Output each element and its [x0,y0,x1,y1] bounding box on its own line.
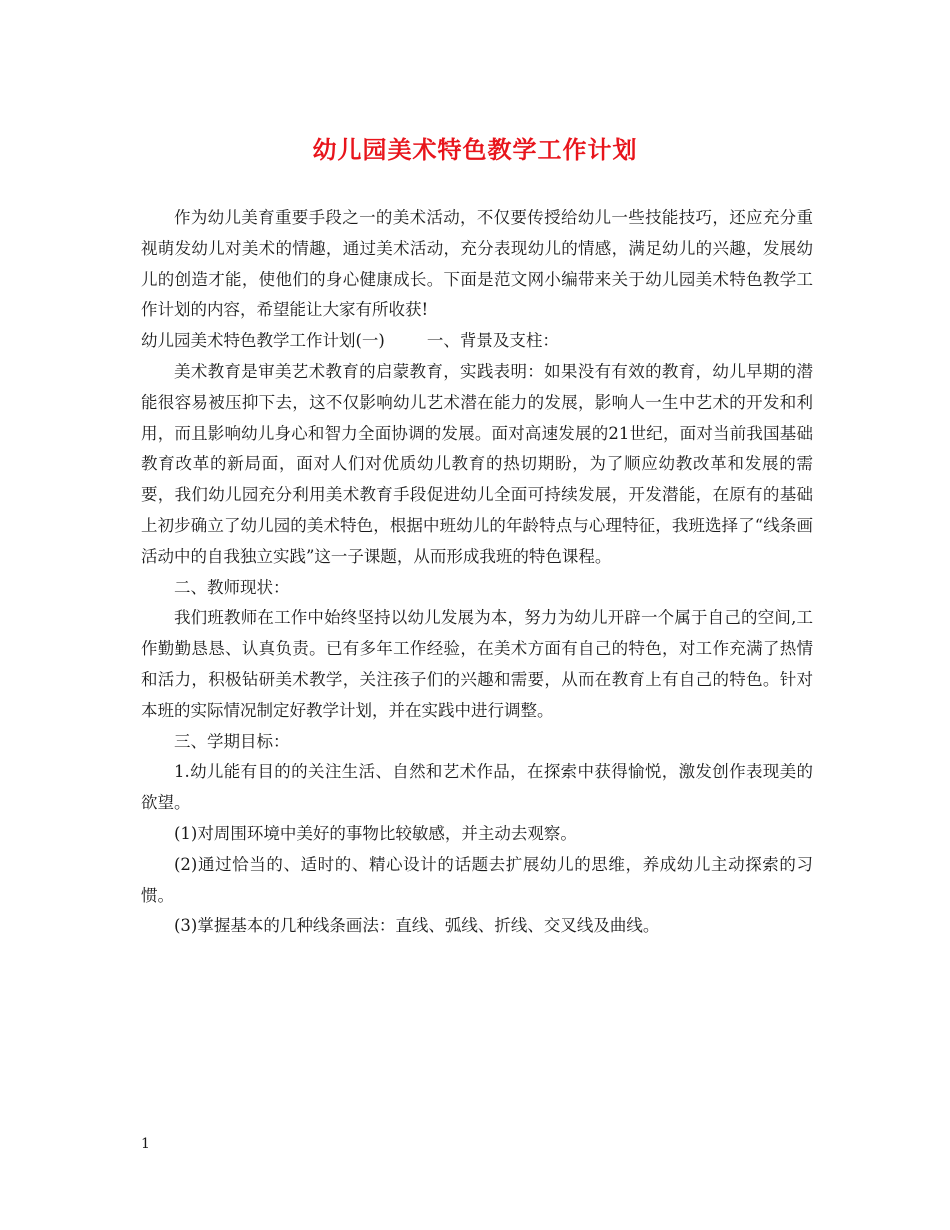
document-body [141,203,813,942]
document-title: 幼儿园美术特色教学工作计划 [312,135,638,164]
teacher-status-paragraph: 我们班教师在工作中始终坚持以幼儿发展为本，努力为幼儿开辟一个属于自己的空间,工作勤勤恳恳、认真负责。已有多年工作经验，在美术方面有自己的特色，对工作充满了热情和活力，积极钻研美术教学，关注孩子们的兴趣和需要，从而在教育上有自己的特色。针对本班的实际情况制定好教学计划，并在实践中进行调整。 [141,608,813,720]
goal-item-1: 1.幼儿能有目的的关注生活、自然和艺术作品，在探索中获得愉悦，激发创作表现美的欲望。 [141,762,813,813]
intro-paragraph: 作为幼儿美育重要手段之一的美术活动，不仅要传授给幼儿一些技能技巧，还应充分重视萌发幼儿对美术的情趣，通过美术活动，充分表现幼儿的情感，满足幼儿的兴趣，发展幼儿的创造才能，使他们的身心健康成长。下面是范文网小编带来关于幼儿园美术特色教学工作计划的内容，希望能让大家有所收获! [141,208,813,320]
background-paragraph: 美术教育是审美艺术教育的启蒙教育，实践表明：如果没有有效的教育，幼儿早期的潜能很容易被压抑下去，这不仅影响幼儿艺术潜在能力的发展，影响人一生中艺术的开发和利用，而且影响幼儿身心和智力全面协调的发展。面对高速发展的21世纪，面对当前我国基础教育改革的新局面，面对人们对优质幼儿教育的热切期盼，为了顺应幼教改革和发展的需要，我们幼儿园充分利用美术教育手段促进幼儿全面可持续发展，开发潜能，在原有的基础上初步确立了幼儿园的美术特色，根据中班幼儿的年龄特点与心理特征，我班选择了“线条画活动中的自我独立实践”这一子课题，从而形成我班的特色课程。 [141,361,813,566]
goal-subitem-3: (3)掌握基本的几种线条画法：直线、弧线、折线、交叉线及曲线。 [174,916,660,936]
goal-subitem-2: (2)通过恰当的、适时的、精心设计的话题去扩展幼儿的思维，养成幼儿主动探索的习惯。 [141,854,813,905]
plan-subtitle-line: 幼儿园美术特色教学工作计划(一) 一、背景及支柱： [141,331,559,351]
page-number: 1 [141,1136,150,1152]
section-heading-teacher-status: 二、教师现状： [174,577,290,597]
goal-subitem-1: (1)对周围环境中美好的事物比较敏感，并主动去观察。 [174,823,577,843]
section-heading-semester-goals: 三、学期目标： [174,731,290,751]
